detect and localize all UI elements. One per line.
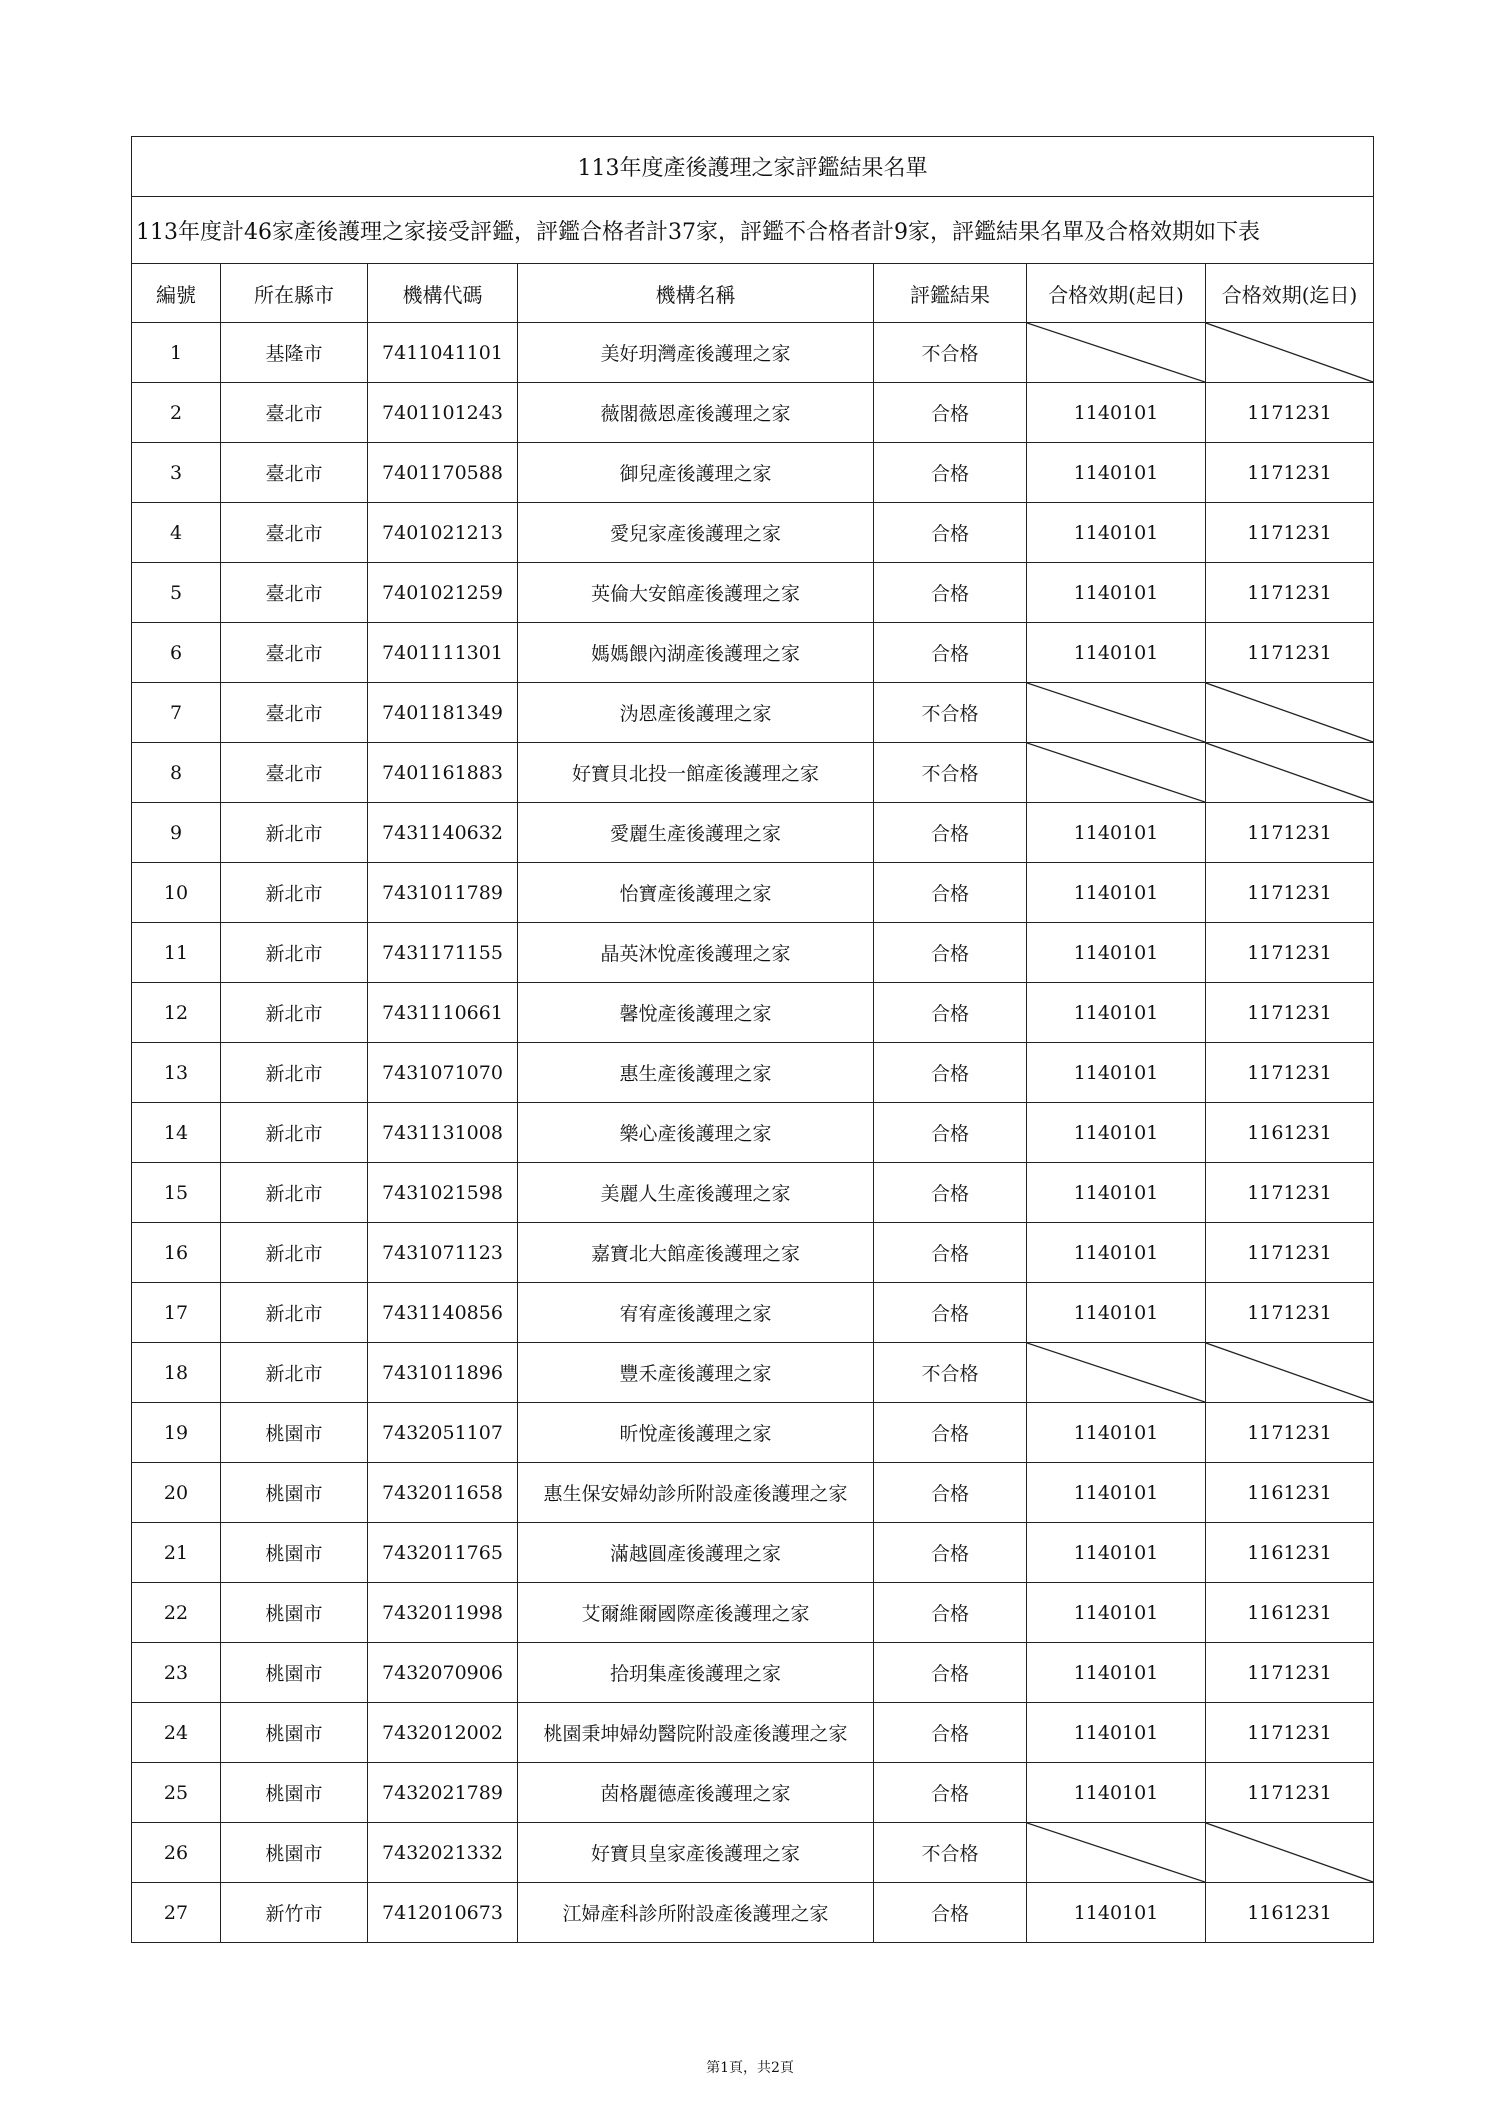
- cell-name: 豐禾產後護理之家: [518, 1343, 874, 1403]
- cell-result: 合格: [874, 1223, 1027, 1283]
- table-row: [132, 863, 1374, 923]
- results-sheet: [131, 136, 1373, 1943]
- cell-valid-end: 1171231: [1206, 863, 1374, 923]
- cell-valid-end: 1171231: [1206, 1163, 1374, 1223]
- cell-valid-start: 1140101: [1027, 1283, 1206, 1343]
- cell-valid-start: 1140101: [1027, 1643, 1206, 1703]
- cell-city: 臺北市: [221, 743, 368, 803]
- cell-valid-start: 1140101: [1027, 623, 1206, 683]
- cell-city: 新北市: [221, 923, 368, 983]
- cell-code: 7432012002: [368, 1703, 518, 1763]
- cell-valid-start: 1140101: [1027, 1043, 1206, 1103]
- diagonal-strike: [1206, 683, 1373, 742]
- table-row: [132, 1103, 1374, 1163]
- cell-valid-start: 1140101: [1027, 1703, 1206, 1763]
- cell-number: 17: [132, 1283, 221, 1343]
- table-row: [132, 1523, 1374, 1583]
- diagonal-line: [1027, 683, 1205, 742]
- cell-code: 7432011765: [368, 1523, 518, 1583]
- cell-number: 15: [132, 1163, 221, 1223]
- table-row: [132, 1043, 1374, 1103]
- cell-city: 臺北市: [221, 683, 368, 743]
- cell-code: 7431171155: [368, 923, 518, 983]
- cell-number: 13: [132, 1043, 221, 1103]
- table-row: [132, 803, 1374, 863]
- cell-city: 臺北市: [221, 563, 368, 623]
- cell-valid-end: 1161231: [1206, 1523, 1374, 1583]
- cell-result: 不合格: [874, 743, 1027, 803]
- cell-valid-end: 1171231: [1206, 1763, 1374, 1823]
- table-row: [132, 923, 1374, 983]
- table-row: [132, 683, 1374, 743]
- column-header-valid-end: 合格效期(迄日): [1206, 264, 1374, 323]
- cell-city: 桃園市: [221, 1763, 368, 1823]
- cell-valid-end: 1171231: [1206, 1223, 1374, 1283]
- cell-valid-end: 1171231: [1206, 503, 1374, 563]
- table-row: [132, 323, 1374, 383]
- cell-number: 19: [132, 1403, 221, 1463]
- cell-city: 臺北市: [221, 443, 368, 503]
- cell-city: 基隆市: [221, 323, 368, 383]
- cell-valid-start-empty: [1027, 683, 1206, 743]
- diagonal-strike: [1027, 1343, 1205, 1402]
- cell-result: 不合格: [874, 683, 1027, 743]
- cell-valid-end: 1171231: [1206, 443, 1374, 503]
- cell-valid-start-empty: [1027, 743, 1206, 803]
- cell-result: 合格: [874, 1103, 1027, 1163]
- cell-result: 合格: [874, 1403, 1027, 1463]
- cell-valid-end: 1171231: [1206, 1643, 1374, 1703]
- cell-result: 合格: [874, 863, 1027, 923]
- cell-number: 6: [132, 623, 221, 683]
- table-row: [132, 1223, 1374, 1283]
- cell-number: 8: [132, 743, 221, 803]
- cell-code: 7411041101: [368, 323, 518, 383]
- cell-valid-end-empty: [1206, 683, 1374, 743]
- cell-number: 10: [132, 863, 221, 923]
- header-row: [132, 264, 1374, 323]
- table-row: [132, 983, 1374, 1043]
- cell-number: 12: [132, 983, 221, 1043]
- cell-number: 9: [132, 803, 221, 863]
- summary-text: 113年度計46家產後護理之家接受評鑑，評鑑合格者計37家，評鑑不合格者計9家，評鑑結果名單及合格效期如下表: [132, 197, 1374, 264]
- diagonal-line: [1027, 1343, 1205, 1402]
- diagonal-strike: [1206, 743, 1373, 802]
- cell-number: 23: [132, 1643, 221, 1703]
- diagonal-line: [1206, 743, 1373, 802]
- cell-code: 7431140632: [368, 803, 518, 863]
- page-footer: 第1頁，共2頁: [706, 2060, 794, 2076]
- cell-number: 5: [132, 563, 221, 623]
- cell-code: 7432070906: [368, 1643, 518, 1703]
- evaluation-results-table: [131, 136, 1374, 1943]
- cell-city: 桃園市: [221, 1583, 368, 1643]
- cell-number: 11: [132, 923, 221, 983]
- cell-city: 新北市: [221, 863, 368, 923]
- cell-city: 新北市: [221, 1343, 368, 1403]
- cell-code: 7431071123: [368, 1223, 518, 1283]
- diagonal-strike: [1027, 743, 1205, 802]
- cell-number: 26: [132, 1823, 221, 1883]
- cell-valid-end: 1171231: [1206, 1283, 1374, 1343]
- cell-valid-end-empty: [1206, 1343, 1374, 1403]
- cell-number: 24: [132, 1703, 221, 1763]
- cell-valid-start: 1140101: [1027, 1163, 1206, 1223]
- cell-valid-start: 1140101: [1027, 443, 1206, 503]
- cell-number: 16: [132, 1223, 221, 1283]
- cell-result: 合格: [874, 1763, 1027, 1823]
- cell-result: 合格: [874, 1043, 1027, 1103]
- cell-valid-start: 1140101: [1027, 983, 1206, 1043]
- cell-result: 合格: [874, 1703, 1027, 1763]
- cell-name: 昕悅產後護理之家: [518, 1403, 874, 1463]
- cell-valid-start: 1140101: [1027, 1523, 1206, 1583]
- cell-number: 3: [132, 443, 221, 503]
- cell-name: 愛兒家產後護理之家: [518, 503, 874, 563]
- cell-city: 新北市: [221, 1043, 368, 1103]
- cell-code: 7431021598: [368, 1163, 518, 1223]
- cell-code: 7431071070: [368, 1043, 518, 1103]
- cell-result: 合格: [874, 1583, 1027, 1643]
- cell-result: 合格: [874, 1523, 1027, 1583]
- diagonal-line: [1027, 1823, 1205, 1882]
- cell-valid-start-empty: [1027, 1343, 1206, 1403]
- cell-code: 7432011658: [368, 1463, 518, 1523]
- table-row: [132, 743, 1374, 803]
- table-row: [132, 1883, 1374, 1943]
- cell-result: 不合格: [874, 1343, 1027, 1403]
- diagonal-strike: [1206, 323, 1373, 382]
- cell-city: 桃園市: [221, 1703, 368, 1763]
- table-row: [132, 623, 1374, 683]
- diagonal-line: [1206, 1823, 1373, 1882]
- table-row: [132, 1703, 1374, 1763]
- table-row: [132, 1403, 1374, 1463]
- cell-valid-end: 1171231: [1206, 623, 1374, 683]
- cell-name: 媽媽餵內湖產後護理之家: [518, 623, 874, 683]
- cell-valid-start: 1140101: [1027, 803, 1206, 863]
- cell-code: 7431131008: [368, 1103, 518, 1163]
- cell-name: 滿越圓產後護理之家: [518, 1523, 874, 1583]
- cell-result: 合格: [874, 503, 1027, 563]
- cell-valid-start: 1140101: [1027, 1223, 1206, 1283]
- diagonal-strike: [1206, 1823, 1373, 1882]
- cell-code: 7431011896: [368, 1343, 518, 1403]
- diagonal-strike: [1206, 1343, 1373, 1402]
- cell-code: 7401101243: [368, 383, 518, 443]
- cell-valid-end: 1161231: [1206, 1463, 1374, 1523]
- cell-valid-start: 1140101: [1027, 1763, 1206, 1823]
- cell-result: 合格: [874, 803, 1027, 863]
- cell-result: 合格: [874, 923, 1027, 983]
- cell-valid-end: 1171231: [1206, 803, 1374, 863]
- cell-name: 宥宥產後護理之家: [518, 1283, 874, 1343]
- cell-city: 新北市: [221, 1163, 368, 1223]
- cell-name: 惠生產後護理之家: [518, 1043, 874, 1103]
- cell-code: 7412010673: [368, 1883, 518, 1943]
- cell-code: 7401181349: [368, 683, 518, 743]
- summary-row: [132, 197, 1374, 264]
- title-row: [132, 137, 1374, 197]
- cell-name: 美麗人生產後護理之家: [518, 1163, 874, 1223]
- cell-city: 臺北市: [221, 503, 368, 563]
- cell-code: 7431140856: [368, 1283, 518, 1343]
- cell-code: 7401111301: [368, 623, 518, 683]
- cell-name: 好寶貝皇家產後護理之家: [518, 1823, 874, 1883]
- cell-code: 7432021332: [368, 1823, 518, 1883]
- cell-code: 7401021259: [368, 563, 518, 623]
- column-header-number: 編號: [132, 264, 221, 323]
- cell-name: 茵格麗德產後護理之家: [518, 1763, 874, 1823]
- table-row: [132, 1343, 1374, 1403]
- column-header-result: 評鑑結果: [874, 264, 1027, 323]
- diagonal-line: [1027, 323, 1205, 382]
- cell-name: 嘉寶北大館產後護理之家: [518, 1223, 874, 1283]
- cell-name: 樂心產後護理之家: [518, 1103, 874, 1163]
- cell-city: 桃園市: [221, 1823, 368, 1883]
- cell-number: 4: [132, 503, 221, 563]
- cell-result: 合格: [874, 1163, 1027, 1223]
- cell-result: 合格: [874, 623, 1027, 683]
- table-row: [132, 443, 1374, 503]
- cell-valid-end: 1171231: [1206, 923, 1374, 983]
- cell-valid-end: 1171231: [1206, 383, 1374, 443]
- cell-valid-start: 1140101: [1027, 1103, 1206, 1163]
- diagonal-strike: [1027, 323, 1205, 382]
- cell-city: 桃園市: [221, 1643, 368, 1703]
- table-body: [132, 323, 1374, 1943]
- cell-number: 2: [132, 383, 221, 443]
- diagonal-strike: [1027, 683, 1205, 742]
- cell-name: 馨悅產後護理之家: [518, 983, 874, 1043]
- cell-valid-start: 1140101: [1027, 863, 1206, 923]
- cell-city: 新北市: [221, 983, 368, 1043]
- table-row: [132, 1283, 1374, 1343]
- column-header-city: 所在縣市: [221, 264, 368, 323]
- cell-valid-end-empty: [1206, 323, 1374, 383]
- cell-city: 桃園市: [221, 1523, 368, 1583]
- table-row: [132, 503, 1374, 563]
- cell-valid-start: 1140101: [1027, 563, 1206, 623]
- cell-result: 合格: [874, 1463, 1027, 1523]
- cell-name: 好寶貝北投一館產後護理之家: [518, 743, 874, 803]
- table-row: [132, 1463, 1374, 1523]
- cell-valid-start: 1140101: [1027, 1403, 1206, 1463]
- cell-city: 新竹市: [221, 1883, 368, 1943]
- cell-name: 御兒產後護理之家: [518, 443, 874, 503]
- cell-name: 薇閣薇恩產後護理之家: [518, 383, 874, 443]
- cell-number: 21: [132, 1523, 221, 1583]
- diagonal-line: [1027, 743, 1205, 802]
- column-header-code: 機構代碼: [368, 264, 518, 323]
- cell-valid-end: 1171231: [1206, 1403, 1374, 1463]
- table-title: 113年度產後護理之家評鑑結果名單: [132, 137, 1374, 197]
- cell-number: 27: [132, 1883, 221, 1943]
- cell-city: 新北市: [221, 1103, 368, 1163]
- column-header-valid-start: 合格效期(起日): [1027, 264, 1206, 323]
- cell-number: 22: [132, 1583, 221, 1643]
- cell-name: 晶英沐悅產後護理之家: [518, 923, 874, 983]
- cell-name: 美好玥灣產後護理之家: [518, 323, 874, 383]
- cell-valid-start: 1140101: [1027, 383, 1206, 443]
- cell-valid-start: 1140101: [1027, 1883, 1206, 1943]
- cell-valid-start: 1140101: [1027, 923, 1206, 983]
- cell-result: 不合格: [874, 1823, 1027, 1883]
- cell-name: 江婦產科診所附設產後護理之家: [518, 1883, 874, 1943]
- table-row: [132, 1643, 1374, 1703]
- cell-name: 沩恩產後護理之家: [518, 683, 874, 743]
- cell-number: 7: [132, 683, 221, 743]
- cell-code: 7401170588: [368, 443, 518, 503]
- cell-valid-end: 1171231: [1206, 1703, 1374, 1763]
- cell-code: 7401021213: [368, 503, 518, 563]
- cell-name: 拾玥集產後護理之家: [518, 1643, 874, 1703]
- cell-number: 14: [132, 1103, 221, 1163]
- table-row: [132, 383, 1374, 443]
- table-row: [132, 1763, 1374, 1823]
- cell-result: 合格: [874, 1283, 1027, 1343]
- diagonal-line: [1206, 683, 1373, 742]
- cell-name: 英倫大安館產後護理之家: [518, 563, 874, 623]
- cell-valid-end: 1171231: [1206, 983, 1374, 1043]
- table-row: [132, 1163, 1374, 1223]
- cell-result: 不合格: [874, 323, 1027, 383]
- cell-name: 怡寶產後護理之家: [518, 863, 874, 923]
- diagonal-line: [1206, 1343, 1373, 1402]
- cell-valid-start: 1140101: [1027, 1463, 1206, 1523]
- cell-name: 艾爾維爾國際產後護理之家: [518, 1583, 874, 1643]
- cell-city: 新北市: [221, 803, 368, 863]
- cell-name: 桃園秉坤婦幼醫院附設產後護理之家: [518, 1703, 874, 1763]
- cell-city: 桃園市: [221, 1403, 368, 1463]
- cell-valid-start-empty: [1027, 1823, 1206, 1883]
- table-row: [132, 1823, 1374, 1883]
- table-row: [132, 563, 1374, 623]
- cell-result: 合格: [874, 443, 1027, 503]
- column-header-name: 機構名稱: [518, 264, 874, 323]
- cell-result: 合格: [874, 563, 1027, 623]
- cell-valid-end: 1161231: [1206, 1883, 1374, 1943]
- cell-code: 7401161883: [368, 743, 518, 803]
- cell-number: 1: [132, 323, 221, 383]
- cell-valid-end: 1161231: [1206, 1103, 1374, 1163]
- cell-result: 合格: [874, 383, 1027, 443]
- cell-result: 合格: [874, 983, 1027, 1043]
- cell-number: 20: [132, 1463, 221, 1523]
- cell-valid-end-empty: [1206, 743, 1374, 803]
- cell-result: 合格: [874, 1883, 1027, 1943]
- cell-valid-end-empty: [1206, 1823, 1374, 1883]
- cell-code: 7431011789: [368, 863, 518, 923]
- cell-city: 臺北市: [221, 623, 368, 683]
- cell-result: 合格: [874, 1643, 1027, 1703]
- cell-name: 愛麗生產後護理之家: [518, 803, 874, 863]
- diagonal-line: [1206, 323, 1373, 382]
- cell-number: 18: [132, 1343, 221, 1403]
- cell-valid-end: 1171231: [1206, 1043, 1374, 1103]
- diagonal-strike: [1027, 1823, 1205, 1882]
- cell-number: 25: [132, 1763, 221, 1823]
- cell-code: 7431110661: [368, 983, 518, 1043]
- cell-code: 7432021789: [368, 1763, 518, 1823]
- cell-valid-start: 1140101: [1027, 503, 1206, 563]
- cell-city: 新北市: [221, 1283, 368, 1343]
- cell-city: 新北市: [221, 1223, 368, 1283]
- cell-valid-end: 1171231: [1206, 563, 1374, 623]
- table-row: [132, 1583, 1374, 1643]
- cell-valid-start-empty: [1027, 323, 1206, 383]
- cell-city: 桃園市: [221, 1463, 368, 1523]
- cell-name: 惠生保安婦幼診所附設產後護理之家: [518, 1463, 874, 1523]
- cell-valid-end: 1161231: [1206, 1583, 1374, 1643]
- cell-code: 7432051107: [368, 1403, 518, 1463]
- cell-valid-start: 1140101: [1027, 1583, 1206, 1643]
- cell-code: 7432011998: [368, 1583, 518, 1643]
- cell-city: 臺北市: [221, 383, 368, 443]
